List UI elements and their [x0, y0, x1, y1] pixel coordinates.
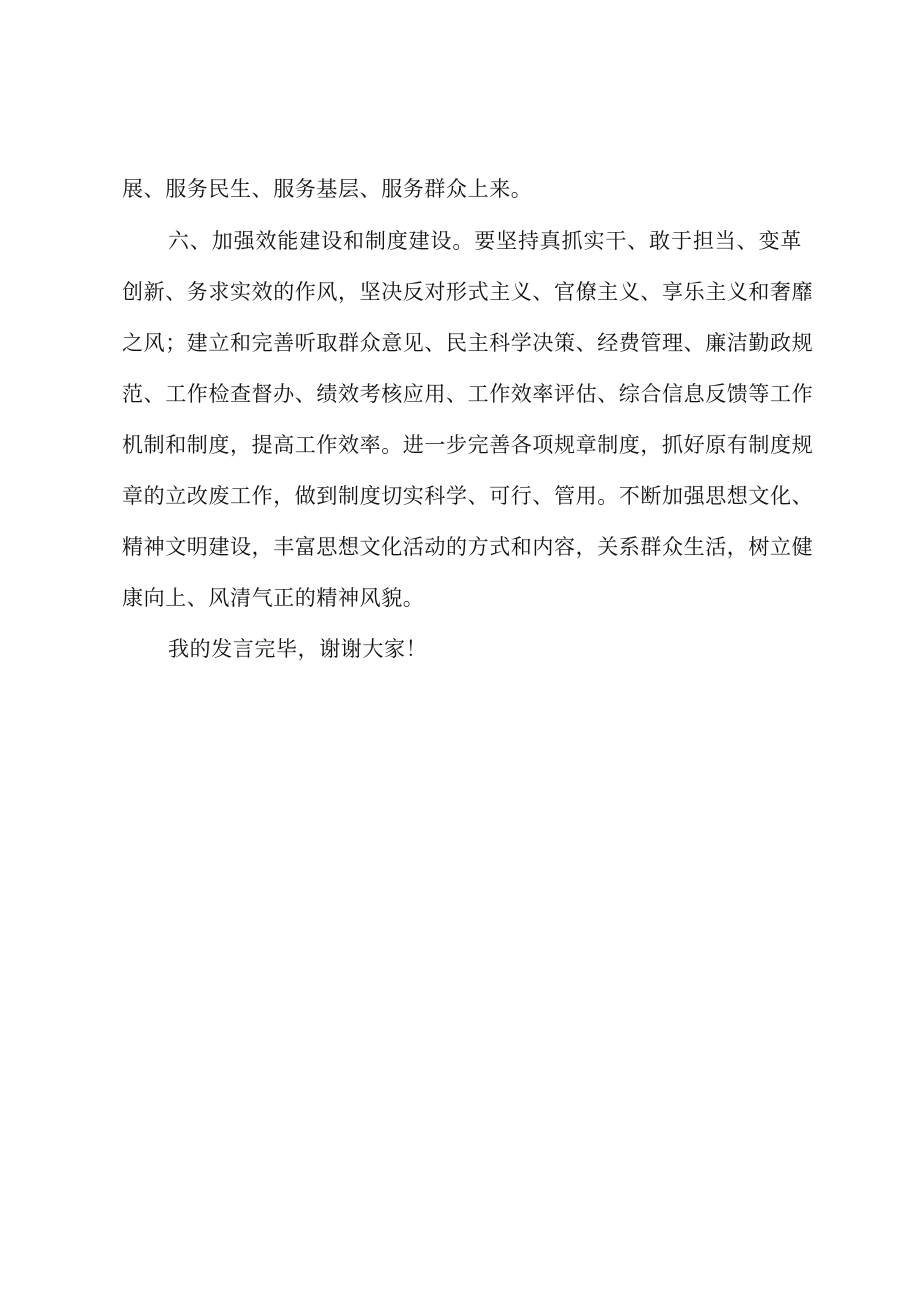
paragraph-line: 创新、务求实效的作风，坚决反对形式主义、官僚主义、享乐主义和奢靡: [122, 280, 814, 304]
paragraph-line: 六、加强效能建设和制度建设。要坚持真抓实干、敢于担当、变革: [168, 229, 802, 253]
paragraph-line: 康向上、风清气正的精神风貌。: [122, 586, 425, 610]
paragraph-line: 展、服务民生、服务基层、服务群众上来。: [122, 177, 533, 201]
paragraph-line: 章的立改废工作，做到制度切实科学、可行、管用。不断加强思想文化、: [122, 484, 814, 508]
paragraph-line: 之风；建立和完善听取群众意见、民主科学决策、经费管理、廉洁勤政规: [122, 331, 814, 355]
closing-line: 我的发言完毕，谢谢大家！: [168, 637, 428, 661]
paragraph-line: 机制和制度，提高工作效率。进一步完善各项规章制度，抓好原有制度规: [122, 433, 814, 457]
paragraph-line: 范、工作检查督办、绩效考核应用、工作效率评估、综合信息反馈等工作: [122, 382, 814, 406]
paragraph-line: 精神文明建设，丰富思想文化活动的方式和内容，关系群众生活，树立健: [122, 535, 814, 559]
